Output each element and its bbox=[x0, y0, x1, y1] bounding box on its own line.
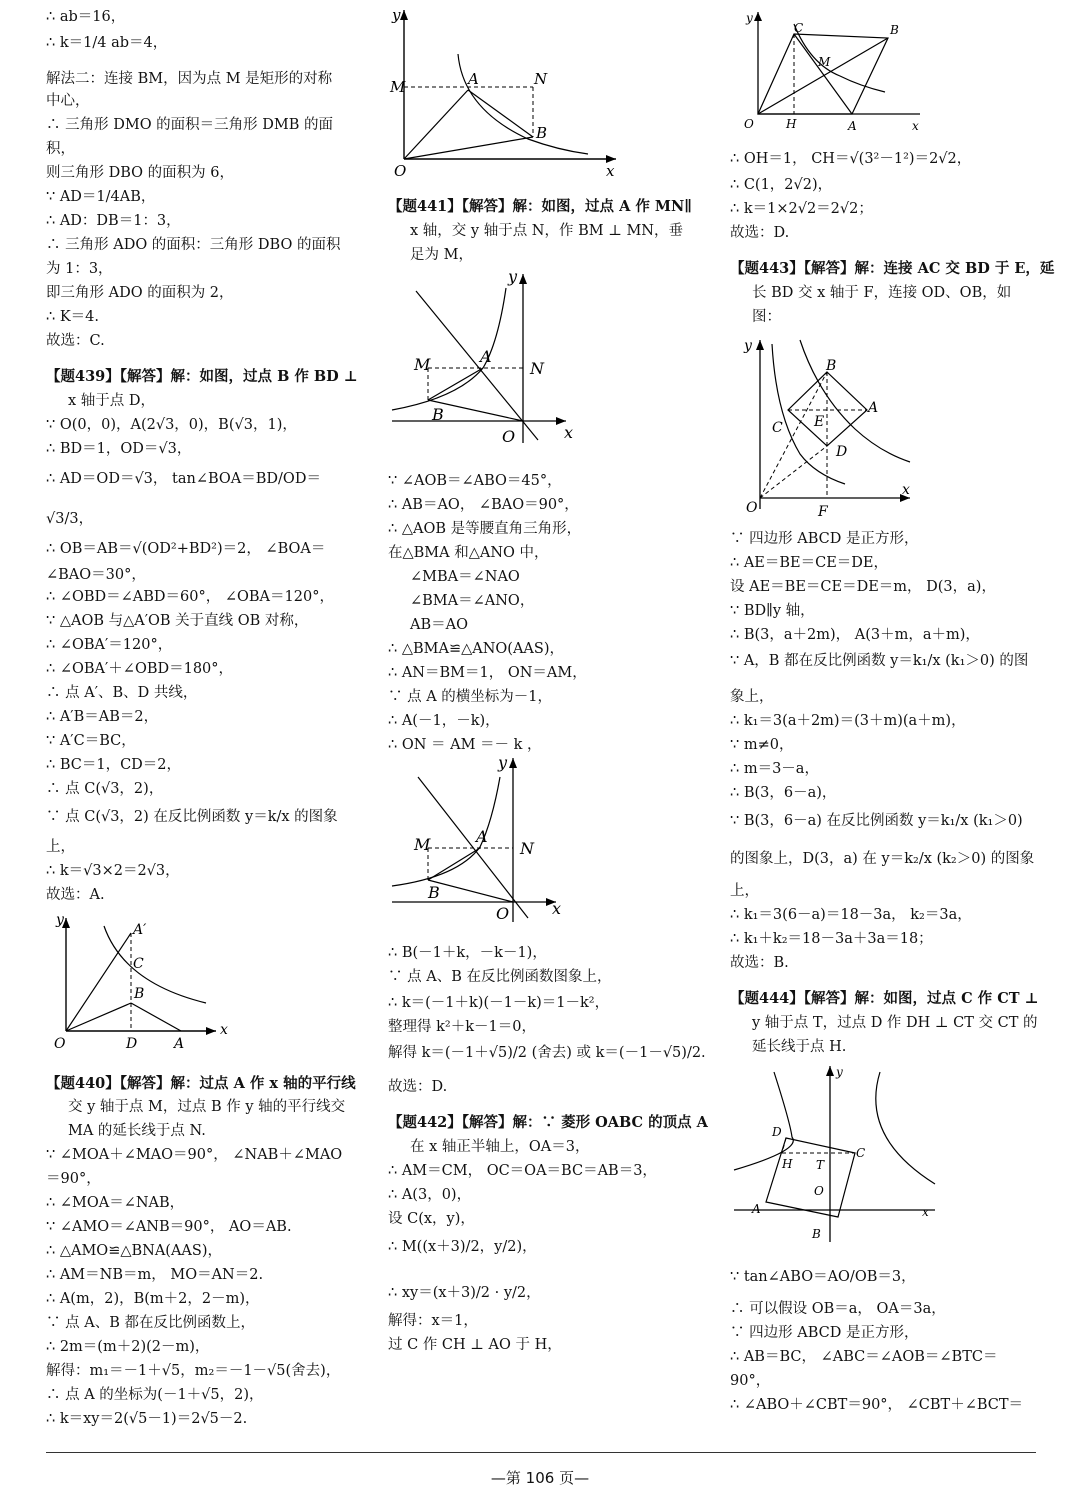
text-line: ∴ 2m＝(m＋2)(2－m)， bbox=[46, 1339, 210, 1355]
text-line: ∴ BC＝1，CD＝2， bbox=[46, 757, 182, 773]
label-m: M bbox=[390, 78, 406, 96]
text-line: ∴ k₁＝3(a＋2m)＝(3＋m)(a＋m)， bbox=[730, 713, 966, 729]
text-line: ∴ B(3，6－a)， bbox=[730, 785, 837, 801]
y-axis-arrow bbox=[509, 758, 517, 768]
text-line: 象上， bbox=[730, 689, 774, 705]
text-line: 上， bbox=[730, 883, 759, 899]
figure-439-svg bbox=[46, 908, 236, 1053]
y-axis-arrow bbox=[754, 12, 762, 21]
text-line: ∴ △AMO≌△BNA(AAS)， bbox=[46, 1243, 222, 1259]
text-line: ∵ ∠AOB＝∠ABO＝45°， bbox=[388, 473, 562, 489]
text-line: ∴ 点 A′、B、D 共线， bbox=[46, 685, 198, 701]
text-line: ∴ 可以假设 OB＝a， OA＝3a， bbox=[730, 1301, 946, 1317]
figure-441-b-svg bbox=[388, 752, 588, 927]
text-line: y 轴于点 T，过点 D 作 DH ⊥ CT 交 CT 的 bbox=[752, 1015, 1038, 1031]
label-a-prime: A′ bbox=[133, 922, 147, 938]
text-line: ∴ BD＝1，OD＝√3， bbox=[46, 441, 192, 457]
label-a: A bbox=[174, 1036, 185, 1052]
text-line: ∴ AM＝CM， OC＝OA＝BC＝AB＝3， bbox=[388, 1163, 657, 1179]
text-line: x 轴于点 D， bbox=[68, 393, 156, 409]
figure-443-svg bbox=[730, 334, 920, 524]
text-line: ∴ AD：DB＝1：3， bbox=[46, 213, 181, 229]
hyperbola-right bbox=[876, 1072, 935, 1184]
text-line: ∴ A(－1，－k)， bbox=[388, 713, 500, 729]
label-c: C bbox=[856, 1146, 866, 1160]
text-line: 则三角形 DBO 的面积为 6， bbox=[46, 165, 234, 181]
hyperbola bbox=[104, 926, 206, 1003]
page-number: —第 106 页— bbox=[490, 1469, 590, 1487]
label-b: B bbox=[812, 1227, 821, 1241]
text-line: ∵ 四边形 ABCD 是正方形， bbox=[730, 531, 919, 547]
problem-heading: 【题440】【解答】解：过点 A 作 x 轴的平行线 bbox=[46, 1075, 356, 1092]
text-line: ∴ AE＝BE＝CE＝DE， bbox=[730, 555, 889, 571]
label-a: A bbox=[868, 400, 879, 416]
text-line: 解得 k＝(－1＋√5)/2 (舍去) 或 k＝(－1－√5)/2. bbox=[388, 1045, 706, 1061]
text-line: ∴ A′B＝AB＝2， bbox=[46, 709, 159, 725]
text-line: ∴ △AOB 是等腰直角三角形， bbox=[388, 521, 582, 537]
text-line: ∴ m＝3－a， bbox=[730, 761, 819, 777]
y-axis-arrow bbox=[519, 274, 527, 284]
text-line: 解得：x＝1， bbox=[388, 1313, 478, 1329]
text-line: ∴ K＝4. bbox=[46, 309, 100, 325]
label-y: y bbox=[498, 753, 508, 772]
text-line: ∴ A(m，2)，B(m＋2，2－m)， bbox=[46, 1291, 260, 1307]
text-line: 延长线于点 H. bbox=[752, 1039, 847, 1055]
segment-ba bbox=[428, 368, 483, 400]
text-line: ∴ k＝1/4 ab＝4， bbox=[46, 35, 168, 51]
text-line: ∵ 点 A、B 在反比例函数图象上， bbox=[388, 969, 612, 985]
text-line: AB＝AO bbox=[410, 617, 468, 633]
text-line: ∴ A(3，0)， bbox=[388, 1187, 472, 1203]
text-line: ∴ k＝√3×2＝2√3， bbox=[46, 863, 180, 879]
text-line: √3/3， bbox=[46, 511, 94, 527]
text-line: 整理得 k²＋k－1＝0， bbox=[388, 1019, 536, 1035]
label-d: D bbox=[126, 1036, 138, 1052]
segment-od bbox=[760, 446, 827, 498]
text-line: ∴ AB＝BC， ∠ABC＝∠AOB＝∠BTC＝ bbox=[730, 1349, 998, 1365]
figure-441-a-svg bbox=[388, 268, 588, 450]
figure-443 bbox=[730, 334, 920, 524]
label-o: O bbox=[814, 1184, 824, 1198]
text-line: ∴ xy＝(x＋3)/2 · y/2， bbox=[388, 1285, 541, 1301]
text-line: ∵ 点 A 的横坐标为－1， bbox=[388, 689, 553, 705]
hyperbola-left bbox=[734, 1072, 793, 1170]
label-c: C bbox=[772, 420, 783, 436]
label-a: A bbox=[848, 119, 857, 133]
segment-ob bbox=[404, 137, 533, 159]
label-a: A bbox=[752, 1202, 761, 1216]
label-a: A bbox=[476, 827, 488, 846]
text-line: ∴ k＝(－1＋k)(－1－k)＝1－k²， bbox=[388, 995, 610, 1011]
text-line: ∴ ∠MOA＝∠NAB， bbox=[46, 1195, 185, 1211]
text-line: ∴ k＝xy＝2(√5－1)＝2√5－2. bbox=[46, 1411, 248, 1427]
problem-heading: 【题444】【解答】解：如图，过点 C 作 CT ⊥ bbox=[730, 990, 1039, 1007]
label-o: O bbox=[54, 1036, 66, 1052]
label-c: C bbox=[133, 956, 144, 972]
text-line: ∴ 三角形 ADO 的面积：三角形 DBO 的面积 bbox=[46, 237, 341, 253]
text-line: 在 x 轴正半轴上，OA＝3， bbox=[410, 1139, 590, 1155]
figure-442-svg bbox=[730, 4, 930, 144]
y-axis-arrow bbox=[826, 1066, 834, 1076]
y-axis-arrow bbox=[400, 10, 408, 20]
y-axis-arrow bbox=[756, 340, 764, 350]
label-y: y bbox=[508, 268, 518, 286]
text-line: ∴ 点 A 的坐标为(－1＋√5，2)， bbox=[46, 1387, 264, 1403]
label-d: D bbox=[772, 1125, 782, 1139]
label-x: x bbox=[912, 119, 919, 133]
text-line: ∴ C(1，2√2)， bbox=[730, 177, 833, 193]
label-n: N bbox=[534, 70, 548, 88]
label-o: O bbox=[502, 427, 516, 446]
figure-440-svg bbox=[388, 4, 628, 184]
text-line: ∴ ab＝16， bbox=[46, 9, 126, 25]
text-line: ∴ AM＝NB＝m， MO＝AN＝2. bbox=[46, 1267, 264, 1283]
figure-439 bbox=[46, 908, 236, 1053]
segment-oa bbox=[404, 90, 468, 159]
text-line: ∴ ON ＝ AM ＝－ k ， bbox=[388, 737, 542, 753]
text-line: 解法二：连接 BM，因为点 M 是矩形的对称 bbox=[46, 71, 333, 87]
label-n: N bbox=[530, 359, 544, 378]
label-t: T bbox=[816, 1158, 825, 1172]
text-line: ∴ 点 C(√3，2)， bbox=[46, 781, 164, 797]
segment-ob bbox=[760, 372, 827, 498]
label-h: H bbox=[782, 1157, 793, 1171]
label-o: O bbox=[394, 162, 407, 180]
square-abcd bbox=[766, 1138, 855, 1217]
text-line: ∴ k₁＝3(6－a)＝18－3a， k₂＝3a， bbox=[730, 907, 972, 923]
problem-heading: 【题442】【解答】解：∵ 菱形 OABC 的顶点 A bbox=[388, 1114, 708, 1131]
text-line: 图： bbox=[752, 309, 781, 325]
text-line: ∴ OH＝1， CH＝√(3²－1²)＝2√2， bbox=[730, 151, 972, 167]
text-line: 即三角形 ADO 的面积为 2， bbox=[46, 285, 234, 301]
text-line: ∴ AN＝BM＝1， ON＝AM， bbox=[388, 665, 587, 681]
figure-444 bbox=[730, 1062, 940, 1252]
text-line: ∵ ∠AMO＝∠ANB＝90°， AO＝AB. bbox=[46, 1219, 292, 1235]
label-x: x bbox=[220, 1022, 228, 1038]
text-line: ∴ AD＝OD＝√3， tan∠BOA＝BD/OD＝ bbox=[46, 471, 321, 487]
text-line: ∵ 点 C(√3，2) 在反比例函数 y＝k/x 的图象 bbox=[46, 809, 338, 825]
label-b: B bbox=[536, 124, 548, 142]
text-line: ∵ tan∠ABO＝AO/OB＝3， bbox=[730, 1269, 916, 1285]
text-line: ∴ △BMA≌△ANO(AAS)， bbox=[388, 641, 564, 657]
label-y: y bbox=[744, 338, 752, 354]
label-b: B bbox=[134, 986, 145, 1002]
figure-440 bbox=[388, 4, 628, 184]
text-line: 90°， bbox=[730, 1373, 771, 1389]
text-line: 在△BMA 和△ANO 中， bbox=[388, 545, 549, 561]
text-line: x 轴，交 y 轴于点 N，作 BM ⊥ MN，垂 bbox=[410, 223, 683, 239]
label-m: M bbox=[414, 835, 431, 854]
label-c: C bbox=[794, 21, 804, 35]
text-line: 故选：C. bbox=[46, 333, 105, 349]
text-line: 故选：D. bbox=[730, 225, 790, 241]
label-n: N bbox=[520, 839, 534, 858]
text-line: ∴ 三角形 DMO 的面积＝三角形 DMB 的面 bbox=[46, 117, 334, 133]
figure-442 bbox=[730, 4, 930, 144]
text-line: ∴ B(－1＋k，－k－1)， bbox=[388, 945, 547, 961]
label-a: A bbox=[468, 70, 479, 88]
label-e: E bbox=[814, 414, 825, 430]
figure-441-b bbox=[388, 752, 588, 927]
text-line: ∴ ∠OBA′＋∠OBD＝180°， bbox=[46, 661, 234, 677]
label-b: B bbox=[428, 883, 440, 902]
text-line: 解得：m₁＝－1＋√5，m₂＝－1－√5(舍去)， bbox=[46, 1363, 341, 1379]
segment-ab bbox=[468, 90, 533, 137]
text-line: ∴ ∠OBD＝∠ABD＝60°， ∠OBA＝120°， bbox=[46, 589, 334, 605]
text-line: ∵ 四边形 ABCD 是正方形， bbox=[730, 1325, 919, 1341]
text-line: ∵ O(0，0)，A(2√3，0)，B(√3，1)， bbox=[46, 417, 297, 433]
diagonal-ca bbox=[794, 34, 852, 114]
text-line: ∵ △AOB 与△A′OB 关于直线 OB 对称， bbox=[46, 613, 309, 629]
text-line: 长 BD 交 x 轴于 F，连接 OD、OB，如 bbox=[752, 285, 1012, 301]
label-o: O bbox=[496, 904, 510, 923]
text-line: 设 AE＝BE＝CE＝DE＝m， D(3，a)， bbox=[730, 579, 996, 595]
text-line: ＝90°， bbox=[46, 1171, 101, 1187]
label-o: O bbox=[746, 500, 758, 516]
text-line: 足为 M， bbox=[410, 247, 473, 263]
segment-ba bbox=[428, 848, 480, 880]
segment-oa-prime bbox=[66, 933, 131, 1031]
label-a: A bbox=[480, 347, 492, 366]
problem-heading: 【题439】【解答】解：如图，过点 B 作 BD ⊥ bbox=[46, 368, 358, 385]
segment-ba bbox=[131, 1003, 181, 1031]
label-d: D bbox=[836, 444, 848, 460]
text-line: ∵ A，B 都在反比例函数 y＝k₁/x (k₁＞0) 的图 bbox=[730, 653, 1029, 669]
text-line: 积， bbox=[46, 141, 75, 157]
text-line: MA 的延长线于点 N. bbox=[68, 1123, 206, 1139]
text-line: ∵ m≠0， bbox=[730, 737, 794, 753]
text-line: 设 C(x，y)， bbox=[388, 1211, 475, 1227]
label-y: y bbox=[56, 912, 64, 928]
label-b: B bbox=[826, 358, 837, 374]
text-line: ∴ M((x＋3)/2，y/2)， bbox=[388, 1239, 537, 1255]
text-line: 故选：A. bbox=[46, 887, 105, 903]
label-h: H bbox=[786, 117, 797, 131]
hyperbola-k1 bbox=[800, 340, 910, 462]
text-line: 故选：B. bbox=[730, 955, 789, 971]
x-axis-arrow bbox=[206, 1027, 216, 1035]
label-y: y bbox=[392, 6, 401, 24]
figure-444-svg bbox=[730, 1062, 940, 1252]
label-x: x bbox=[902, 482, 910, 498]
label-y: y bbox=[746, 11, 753, 25]
text-line: ∵ AD＝1/4AB， bbox=[46, 189, 156, 205]
text-line: ∴ B(3，a＋2m)， A(3＋m，a＋m)， bbox=[730, 627, 980, 643]
text-line: ∴ ∠ABO＋∠CBT＝90°， ∠CBT＋∠BCT＝ bbox=[730, 1397, 1024, 1413]
label-o: O bbox=[744, 117, 754, 131]
text-line: ∴ ∠OBA′＝120°， bbox=[46, 637, 173, 653]
text-line: 上， bbox=[46, 839, 75, 855]
text-line: 交 y 轴于点 M，过点 B 作 y 轴的平行线交 bbox=[68, 1099, 346, 1115]
label-y: y bbox=[836, 1065, 843, 1079]
text-line: 为 1：3， bbox=[46, 261, 113, 277]
label-b: B bbox=[890, 23, 899, 37]
label-x: x bbox=[552, 899, 562, 918]
text-line: ∠MBA＝∠NAO bbox=[410, 569, 520, 585]
label-x: x bbox=[606, 162, 615, 180]
label-f: F bbox=[818, 504, 828, 520]
text-line: ∠BAO＝30°， bbox=[46, 567, 146, 583]
figure-441-a bbox=[388, 268, 588, 450]
text-line: ∴ AB＝AO， ∠BAO＝90°， bbox=[388, 497, 579, 513]
text-line: ∵ ∠MOA＋∠MAO＝90°， ∠NAB＋∠MAO bbox=[46, 1147, 343, 1163]
text-line: ∴ k＝1×2√2＝2√2； bbox=[730, 201, 873, 217]
text-line: ∵ 点 A、B 都在反比例函数上， bbox=[46, 1315, 255, 1331]
problem-heading: 【题441】【解答】解：如图，过点 A 作 MN∥ bbox=[388, 198, 692, 215]
text-line: ∴ k₁＋k₂＝18－3a＋3a＝18； bbox=[730, 931, 933, 947]
text-line: 的图象上，D(3，a) 在 y＝k₂/x (k₂＞0) 的图象 bbox=[730, 851, 1035, 867]
text-line: 过 C 作 CH ⊥ AO 于 H， bbox=[388, 1337, 562, 1353]
problem-heading: 【题443】【解答】解：连接 AC 交 BD 于 E，延 bbox=[730, 260, 1055, 277]
text-line: ∵ A′C＝BC， bbox=[46, 733, 136, 749]
label-x: x bbox=[564, 423, 574, 442]
footer-rule bbox=[46, 1452, 1036, 1453]
text-line: ∴ OB＝AB＝√(OD²+BD²)＝2， ∠BOA＝ bbox=[46, 541, 326, 557]
label-m: M bbox=[414, 355, 431, 374]
text-line: ∵ BD∥y 轴， bbox=[730, 603, 815, 619]
label-x: x bbox=[922, 1205, 929, 1219]
label-b: B bbox=[432, 405, 444, 424]
diagonal-ob bbox=[758, 38, 888, 114]
text-line: 故选：D. bbox=[388, 1079, 448, 1095]
text-line: ∠BMA＝∠ANO， bbox=[410, 593, 535, 609]
text-line: 中心， bbox=[46, 93, 90, 109]
text-line: ∵ B(3，6－a) 在反比例函数 y＝k₁/x (k₁＞0) bbox=[730, 813, 1023, 829]
label-m: M bbox=[818, 55, 831, 69]
